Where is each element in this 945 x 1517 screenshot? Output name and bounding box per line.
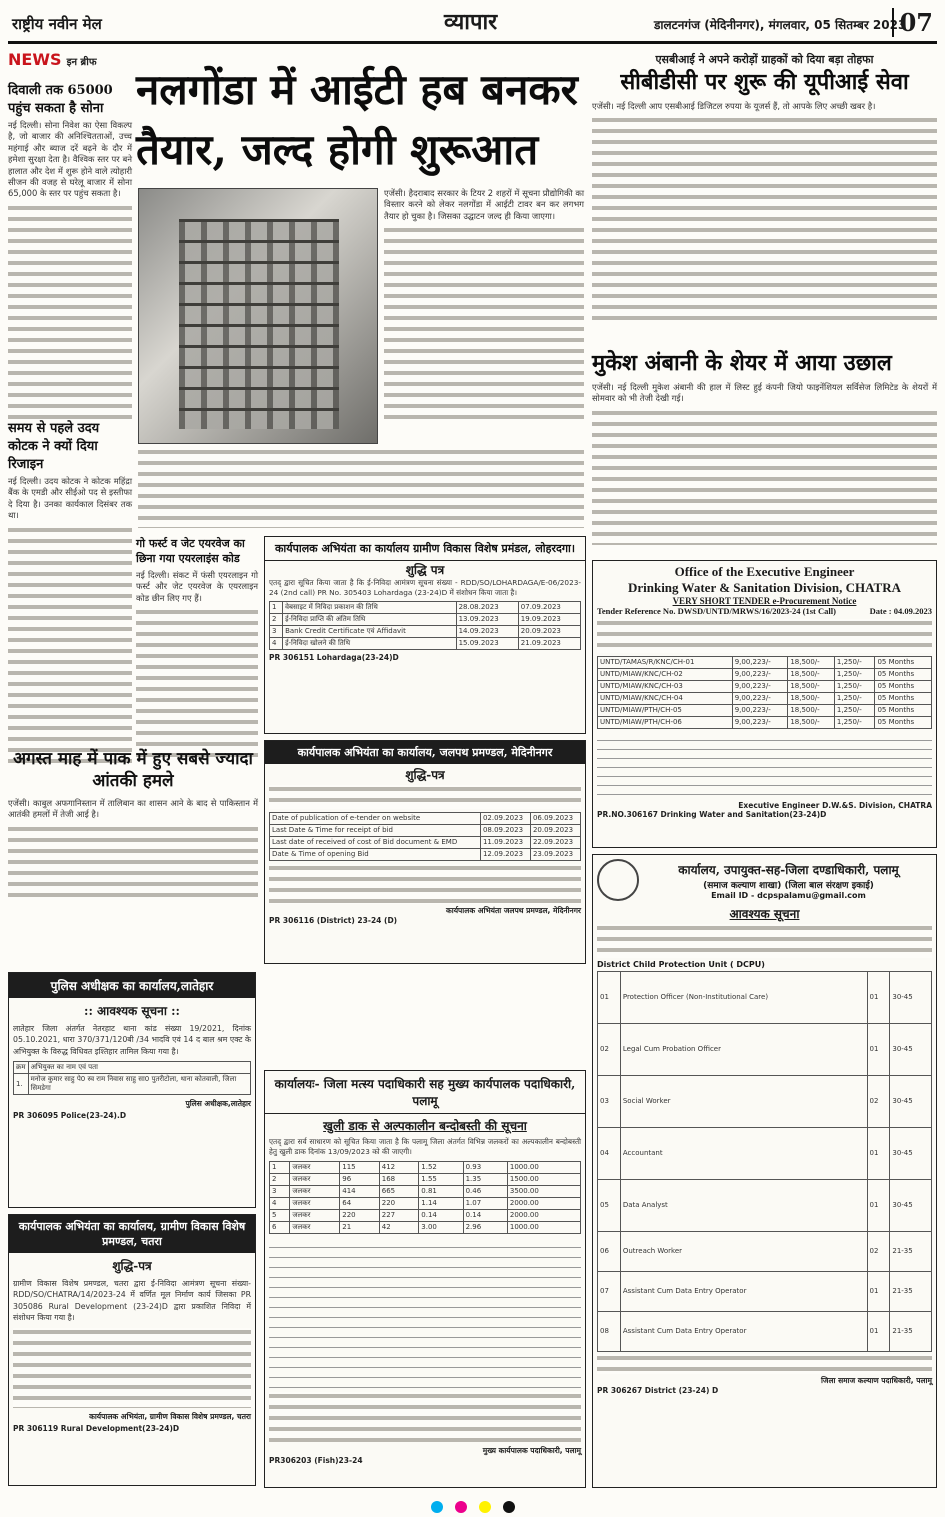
table-row: Last Date & Time for receipt of bid 08.09.2023 20.09.2023 [270, 825, 581, 837]
palamu-pr: PR 306267 District (23-24) D [597, 1386, 719, 1395]
table-row: 08 Assistant Cum Data Entry Operator 01 21-35 [598, 1312, 932, 1352]
table-row: 1 जलकर 115 412 1.52 0.93 1000.00 [270, 1162, 581, 1174]
jalpath-pr: PR 306116 (District) 23-24 (D) [269, 916, 398, 925]
table-row: 4 जलकर 64 220 1.14 1.07 2000.00 [270, 1198, 581, 1210]
pak-headline: अगस्त माह में पाक में हुए सबसे ज्यादा आंतकी हमले [13, 749, 253, 791]
gofirst-story [136, 536, 258, 758]
police-sign: पुलिस अधीक्षक,लातेहार [185, 1099, 251, 1109]
dateline: डालटनगंज (मेदिनीनगर), मंगलवार, 05 सितम्बर 2023 [654, 18, 907, 32]
chatra-water-date: Date : 04.09.2023 [869, 606, 932, 616]
fish-notice [264, 1070, 586, 1488]
gold-story [8, 80, 132, 424]
table-row: 01 Protection Officer (Non-Institutional Care) 01 30-45 [598, 972, 932, 1024]
lead-body: एजेंसी। हैदराबाद सरकार के टियर 2 शहरों में सूचना प्रौद्योगिकी का विस्तार करने को लेकर नलगोंडा में आईटी टावर बन कर लगभग तैयार हो चुका है। जिसका उद्घाटन जल्द ही किया जाएगा। [384, 188, 584, 221]
pak-body-lines [8, 825, 258, 901]
palamu-header [593, 855, 936, 905]
palamu-posts-table [597, 971, 932, 1352]
jalpath-subtitle: शुद्धि-पत्र [405, 768, 445, 782]
table-row: 2 जलकर 96 168 1.55 1.35 1500.00 [270, 1174, 581, 1186]
table-row: 6 जलकर 21 42 3.00 2.96 1000.00 [270, 1222, 581, 1234]
palamu-intro-lines [597, 924, 932, 958]
lead-headline-2: तैयार, जल्द होगी शुरूआत [136, 125, 539, 174]
table-row: 06 Outreach Worker 02 21-35 [598, 1232, 932, 1272]
sbi-body: एजेंसी। नई दिल्ली आप एसबीआई डिजिटल रुपया के यूजर्स हैं, तो आपके लिए अच्छी खबर है। [592, 101, 876, 111]
ambani-body-lines [592, 409, 937, 545]
fish-pr: PR306203 (Fish)23-24 [269, 1456, 363, 1465]
jalpath-table [269, 812, 581, 861]
palamu-subtitle: (समाज कल्याण शाखा) (जिला बाल संरक्षण इकाई) [703, 880, 874, 891]
table-row: UNTD/TAMAS/R/KNC/CH-01 9,00,223/- 18,500/- 1,250/- 05 Months [598, 657, 932, 669]
palamu-footer-lines [597, 1354, 932, 1374]
fish-subtitle: खुली डाक से अल्पकालीन बन्दोबस्ती की सूचना [323, 1119, 527, 1133]
gold-body-lines [8, 204, 132, 424]
chatra-water-ref: Tender Reference No. DWSD/UNTD/MRWS/16/2023-24 (1st Call) [597, 606, 836, 616]
yellow-dot-icon [479, 1501, 491, 1513]
palamu-dcpu-notice [592, 854, 937, 1488]
pak-story [8, 748, 258, 901]
palamu-notice-title: आवश्यक सूचना [729, 907, 800, 921]
kotak-headline: समय से पहले उदय कोटक ने क्यों दिया रिजाइन [8, 421, 100, 472]
fish-table-continued [269, 1238, 581, 1388]
lead-continued-lines [138, 448, 584, 528]
lohardaga-body: एतद् द्वारा सूचित किया जाता है कि ई-निविदा आमंत्रण सूचना संख्या - RDD/SO/LOHARDAGA/E-06/2023-24 (2nd call) PR No. 305403 Lohardaga (23-24)D में संशोधन किया जाता है। [269, 578, 581, 597]
fish-title: कार्यालयः- जिला मत्स्य पदाधिकारी सह मुख्य कार्यपालक पदाधिकारी, पलामू [265, 1071, 585, 1114]
masthead [8, 6, 937, 44]
chatra-water-schedule [597, 732, 932, 798]
gofirst-body: नई दिल्ली। संकट में फंसी एयरलाइन गो फर्स्ट और जेट एयरवेज के एयरलाइन कोड छीन लिए गए हैं। [136, 570, 258, 603]
palamu-email: Email ID - dcpspalamu@gmail.com [711, 890, 866, 900]
lohardaga-notice [264, 536, 586, 734]
sbi-body-lines [592, 116, 937, 326]
chatra-water-subtitle: VERY SHORT TENDER e-Procurement Notice [672, 596, 857, 606]
table-row: UNTD/MIAW/KNC/CH-03 9,00,223/- 18,500/- 1,250/- 05 Months [598, 681, 932, 693]
table-row: UNTD/MIAW/KNC/CH-04 9,00,223/- 18,500/- 1,250/- 05 Months [598, 693, 932, 705]
table-row: 05 Data Analyst 01 30-45 [598, 1180, 932, 1232]
table-row: 03 Social Worker 02 30-45 [598, 1076, 932, 1128]
table-row: 3 Bank Credit Certificate एवं Affidavit 14.09.2023 20.09.2023 [270, 626, 581, 638]
police-col-accused: अभियुक्त का नाम एवं पता [28, 1062, 250, 1074]
news-logo-sub: इन ब्रीफ [66, 57, 97, 68]
fish-terms-lines [269, 1392, 581, 1442]
table-row: Last date of received of cost of Bid document & EMD 11.09.2023 22.09.2023 [270, 837, 581, 849]
lohardaga-subtitle: शुद्धि पत्र [405, 563, 445, 577]
table-row: 1 वेबसाइट में निविदा प्रकाशन की तिथि 28.08.2023 07.09.2023 [270, 602, 581, 614]
gofirst-body-lines [136, 608, 258, 758]
chatra-rural-subtitle: शुद्धि-पत्र [112, 1259, 152, 1273]
chatra-water-ref-row [593, 606, 936, 616]
chatra-water-title: Office of the Executive Engineer [674, 564, 855, 579]
jalpath-note-lines [269, 864, 581, 904]
table-row: Date of publication of e-tender on website 02.09.2023 06.09.2023 [270, 813, 581, 825]
sbi-kicker: एसबीआई ने अपने करोड़ों ग्राहकों को दिया बड़ा तोहफा [655, 53, 874, 66]
jalpath-title: कार्यपालक अभियंता का कार्यालय, जलपथ प्रमण्डल, मेदिनीनगर [265, 741, 585, 764]
chatra-water-sign: Executive Engineer D.W.&S. Division, CHATRA [738, 801, 932, 810]
police-pr: PR 306095 Police(23-24).D [13, 1111, 127, 1121]
black-dot-icon [503, 1501, 515, 1513]
table-row: 4 ई-निविदा खोलने की तिथि 15.09.2023 21.09.2023 [270, 638, 581, 650]
table-row: 04 Accountant 01 30-45 [598, 1128, 932, 1180]
lead-body-lines [384, 226, 584, 426]
lohardaga-pr: PR 306151 Lohardaga(23-24)D [269, 653, 399, 662]
gold-body: नई दिल्ली। सोना निवेश का ऐसा विकल्प है, जो बाजार की अनिश्चितताओं, उच्च महंगाई और ब्याज दरें बढ़ने के दौर में हमेशा सुरक्षा देता है। वैश्विक स्तर पर बने हालात और देश में शुरू होने वाले त्योहारी सीजन की वजह से घरेलू बाजार में सोना 65,000 के स्तर पर पहुंच सकता है। [8, 120, 132, 199]
police-notice [8, 972, 256, 1208]
cyan-dot-icon [431, 1501, 443, 1513]
lead-headline-1: नलगोंडा में आईटी हब बनकर [136, 65, 578, 114]
police-row-accused: मनोज कुमार साहु पे0 स्व राम निवास साहु सा0 पुतरीटोला, थाना कोतवाली, जिला सिमडेगा [28, 1074, 250, 1095]
jalpath-intro-lines [269, 785, 581, 809]
news-logo-text: NEWS [8, 50, 62, 69]
ambani-story [592, 348, 937, 545]
chatra-water-groups [597, 656, 932, 729]
pak-body: एजेंसी। काबुल अफगानिस्तान में तालिबान का शासन आने के बाद से पाकिस्तान में आतंकी हमलों में तेजी आई है। [8, 798, 258, 820]
police-table [13, 1061, 251, 1095]
police-subtitle: :: आवश्यक सूचना :: [84, 1004, 180, 1018]
section-title: व्यापार [444, 9, 498, 35]
chatra-water-tender [592, 560, 937, 848]
print-registration-bar [0, 1496, 945, 1517]
table-row: UNTD/MIAW/PTH/CH-06 9,00,223/- 18,500/- 1,250/- 05 Months [598, 717, 932, 729]
table-row: UNTD/MIAW/KNC/CH-02 9,00,223/- 18,500/- 1,250/- 05 Months [598, 669, 932, 681]
chatra-rural-body: ग्रामीण विकास विशेष प्रमण्डल, चतरा द्वारा ई-निविदा आमंत्रण सूचना संख्या- RDD/SO/CHATRA/14/2023-24 में वर्णित मूल निर्माण कार्य जिसका PR 305086 Rural Development (23-24)D द्वारा प्रकाशित निविदा में संशोधन किया गया है। [13, 1279, 251, 1323]
building-floors [179, 219, 339, 429]
lead-body-col [384, 188, 584, 426]
table-row: 07 Assistant Cum Data Entry Operator 01 21-35 [598, 1272, 932, 1312]
palamu-title: कार्यालय, उपायुक्त-सह-जिला दण्डाधिकारी, पलामू [678, 862, 899, 877]
jalpath-sign: कार्यपालक अभियंता जलपथ प्रमण्डल, मेदिनीनगर [446, 906, 581, 915]
chatra-water-work-lines [597, 619, 932, 653]
fish-body: एतद् द्वारा सर्व साधारण को सूचित किया जाता है कि पलामू जिला अंतर्गत विभिन्न जलकरों का अल्पकालीन बन्दोबस्ती हेतु खुली डाक दिनांक 13/09/2023 को की जाएगी। [269, 1137, 581, 1156]
table-row: 5 जलकर 220 227 0.14 0.14 2000.00 [270, 1210, 581, 1222]
brand-name: राष्ट्रीय नवीन मेल [12, 15, 102, 33]
police-row-sno: 1. [14, 1074, 29, 1095]
gofirst-headline: गो फर्स्ट व जेट एयरवेज का छिना गया एयरलाइंस कोड [136, 537, 245, 565]
chatra-rural-title: कार्यपालक अभियंता का कार्यालय, ग्रामीण विकास विशेष प्रमण्डल, चतरा [9, 1215, 255, 1253]
palamu-unit: District Child Protection Unit ( DCPU) [597, 960, 765, 969]
sbi-story [592, 52, 937, 326]
table-row: Date & Time of opening Bid 12.09.2023 23.09.2023 [270, 849, 581, 861]
it-tower-photo [138, 188, 378, 444]
police-title: पुलिस अधीक्षक का कार्यालय,लातेहार [9, 973, 255, 998]
kotak-body-lines [8, 526, 132, 766]
kotak-story [8, 418, 132, 766]
chatra-rural-notice [8, 1214, 256, 1486]
fish-table [269, 1161, 581, 1234]
table-row: 02 Legal Cum Probation Officer 01 30-45 [598, 1024, 932, 1076]
kotak-body: नई दिल्ली। उदय कोटक ने कोटक महिंद्रा बैंक के एमडी और सीईओ पद से इस्तीफा दे दिया है। उनका कार्यकाल दिसंबर तक था। [8, 476, 132, 521]
police-body: लातेहार जिला अंतर्गत नेतरहाट थाना कांड संख्या 19/2021, दिनांक 05.10.2021, धारा 370/371/120बी /34 भादवि एवं 14 द बाल श्रम एक्ट के अभियुक्त के विरुद्ध विधिवत इश्तिहार तामिल किया गया है। [13, 1024, 251, 1056]
police-col-sno: क्रम [14, 1062, 29, 1074]
lohardaga-table [269, 601, 581, 650]
ambani-headline: मुकेश अंबानी के शेयर में आया उछाल [592, 350, 892, 376]
chatra-water-title2: Drinking Water & Sanitation Division, CHATRA [627, 580, 902, 595]
table-row: 3 जलकर 414 665 0.81 0.46 3500.00 [270, 1186, 581, 1198]
lead-story [136, 60, 586, 180]
jalpath-notice [264, 740, 586, 964]
ambani-body: एजेंसी। नई दिल्ली मुकेश अंबानी की हाल में लिस्ट हुई कंपनी जियो फाइनेंशियल सर्विसेज लिमिटेड के शेयरों में सोमवार को भी तेजी देखी गई। [592, 382, 937, 404]
palamu-sign: जिला समाज कल्याण पदाधिकारी, पलामू [820, 1376, 932, 1385]
chatra-rural-sign: कार्यपालक अभियंता, ग्रामीण विकास विशेष प्रमण्डल, चतरा [89, 1411, 251, 1421]
chatra-water-pr: PR.NO.306167 Drinking Water and Sanitation(23-24)D [597, 810, 827, 819]
table-row: 2 ई-निविदा प्राप्ति की अंतिम तिथि 13.09.2023 19.09.2023 [270, 614, 581, 626]
magenta-dot-icon [455, 1501, 467, 1513]
chatra-rural-lines [13, 1328, 251, 1408]
fish-sign: मुख्य कार्यपालक पदाधिकारी, पलामू [482, 1446, 581, 1455]
table-row: UNTD/MIAW/PTH/CH-05 9,00,223/- 18,500/- 1,250/- 05 Months [598, 705, 932, 717]
gold-headline: दिवाली तक 65000 पहुंच सकता है सोना [8, 83, 113, 116]
emblem-icon [597, 859, 639, 901]
sbi-headline: सीबीडीसी पर शुरू की यूपीआई सेवा [620, 69, 909, 95]
lohardaga-title: कार्यपालक अभियंता का कार्यालय ग्रामीण विकास विशेष प्रमंडल, लोहरदगा। [265, 537, 585, 561]
chatra-rural-pr: PR 306119 Rural Development(23-24)D [13, 1423, 180, 1433]
page-number: 07 [892, 8, 933, 37]
